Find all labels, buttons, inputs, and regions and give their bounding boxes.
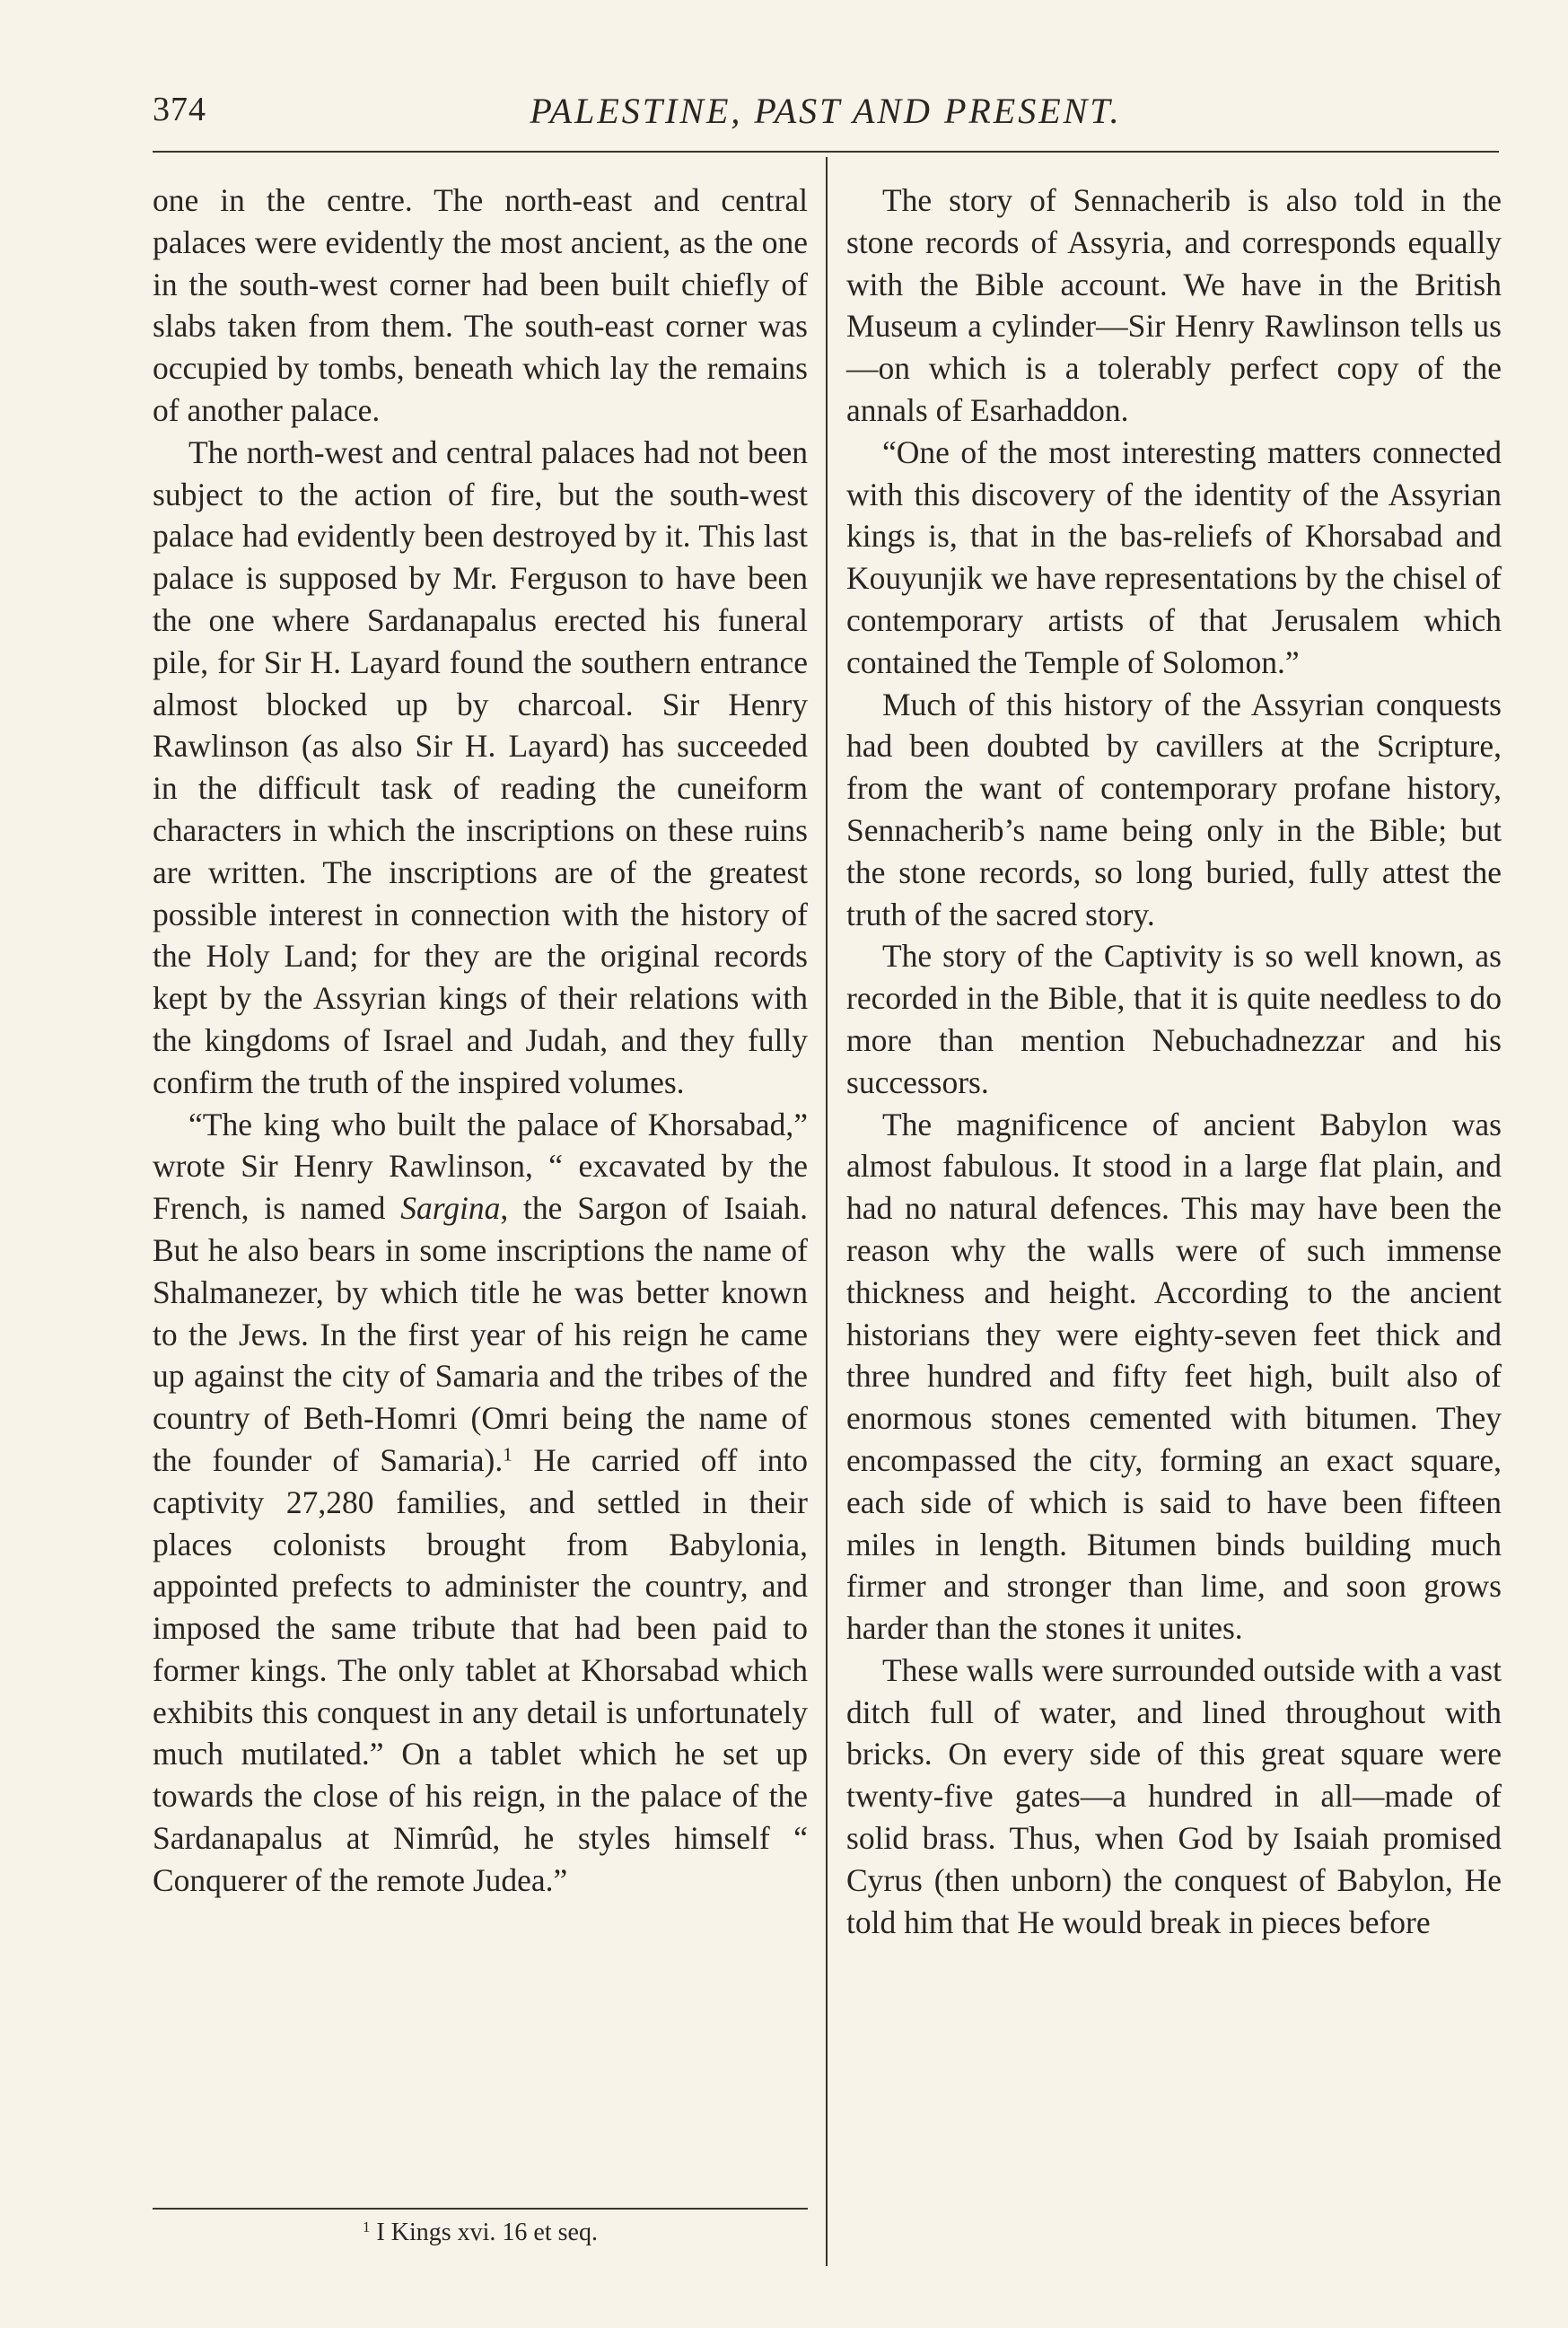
text-run: , the Sargon of Isaiah. But he also bears in some inscriptions the name of Shalmanezer, by which title he was better known to the Jews. In the first year of his reign he came up against the city of Samaria and the tribes of the country of Beth-Homri (Omri being the name of the founder of Samaria). bbox=[153, 1190, 808, 1478]
paragraph: The magnificence of ancient Babylon was almost fabulous. It stood in a large flat plain, and had no natural defences. This may have been the reason why the walls were of such immense thickness and height. According to the ancient historians they were eighty-seven feet thick and three hundred and fifty feet high, built also of enormous stones cemented with bitumen. They encompassed the city, forming an exact square, each side of which is said to have been fifteen miles in length. Bitumen binds building much firmer and stronger than lime, and soon grows harder than the stones it unites. bbox=[846, 1106, 1502, 1647]
paragraph: “One of the most interesting matters connected with this discovery of the identity of the Assyrian kings is, that in the bas-reliefs of Khorsabad and Kouyunjik we have representations by the chisel of contemporary artists of that Jerusalem which contained the Temple of Solomon.” bbox=[846, 433, 1502, 680]
paragraph: These walls were surrounded outside with a vast ditch full of water, and lined throughout with bricks. On every side of this great square were twenty-five gates—a hundred in all—made of solid brass. Thus, when God by Isaiah promised Cyrus (then unborn) the conquest of Babylon, He told him that He would break in pieces before bbox=[846, 1651, 1502, 1940]
footnote bbox=[153, 2219, 808, 2247]
paragraph: The story of the Captivity is so well known, as recorded in the Bible, that it is quite needless to do more than mention Nebuchadnezzar and his successors. bbox=[846, 938, 1502, 1100]
page-header bbox=[153, 90, 1499, 144]
text-run: “The king who built the palace of Khorsabad,” wrote Sir Henry Rawlinson, “ excavated by the French, is named bbox=[153, 1106, 808, 1227]
right-column bbox=[846, 179, 1502, 1943]
paragraph: one in the centre. The north-east and central palaces were evidently the most ancient, as the one in the south-west corner had been built chiefly of slabs taken from them. The south-east corner was occupied by tombs, beneath which lay the remains of another palace. bbox=[153, 182, 808, 428]
left-column bbox=[153, 179, 808, 1902]
footnote-text: I Kings xvi. 16 et seq. bbox=[370, 2219, 598, 2246]
paragraph: Much of this history of the Assyrian conquests had been doubted by cavillers at the Scripture, from the want of contemporary profane history, Sennacherib’s name being only in the Bible; but the stone records, so long buried, fully attest the truth of the sacred story. bbox=[846, 686, 1502, 932]
footnote-rule bbox=[153, 2208, 808, 2210]
italic-text: Sargina bbox=[400, 1190, 501, 1227]
footnote-marker: 1 bbox=[363, 2218, 371, 2236]
paragraph bbox=[153, 1104, 808, 1902]
column-divider bbox=[826, 157, 828, 2266]
running-title: PALESTINE, PAST AND PRESENT. bbox=[530, 91, 1122, 131]
text-run: He carried off into captivity 27,280 families, and settled in their places colonists brought from Babylonia, appointed prefects to administer the country, and imposed the same tribute that had been paid to former kings. The only tablet at Khorsabad which exhibits this conquest in any detail is unfortunately much mutilated.” On a tablet which he set up towards the close of his reign, in the palace of the Sardanapalus at Nimrûd, he styles himself “ Conquerer of the remote Judea.” bbox=[153, 1441, 808, 1898]
header-rule bbox=[153, 151, 1499, 153]
paragraph: The north-west and central palaces had not been subject to the action of fire, but the south-west palace had evidently been destroyed by it. This last palace is supposed by Mr. Ferguson to have been the one where Sardanapalus erected his funeral pile, for Sir H. Layard found the southern entrance almost blocked up by charcoal. Sir Henry Rawlinson (as also Sir H. Layard) has succeeded in the difficult task of reading the cuneiform characters in which the inscriptions on these ruins are written. The inscriptions are of the greatest possible interest in connection with the history of the Holy Land; for they are the original records kept by the Assyrian kings of their relations with the kingdoms of Israel and Judah, and they fully confirm the truth of the inspired volumes. bbox=[153, 433, 808, 1100]
footnote-reference: 1 bbox=[503, 1443, 512, 1466]
paragraph: The story of Sennacherib is also told in the stone records of Assyria, and corresponds equally with the Bible account. We have in the British Museum a cylinder—Sir Henry Rawlinson tells us—on which is a tolerably perfect copy of the annals of Esarhaddon. bbox=[846, 182, 1502, 428]
page-number: 374 bbox=[153, 91, 206, 128]
